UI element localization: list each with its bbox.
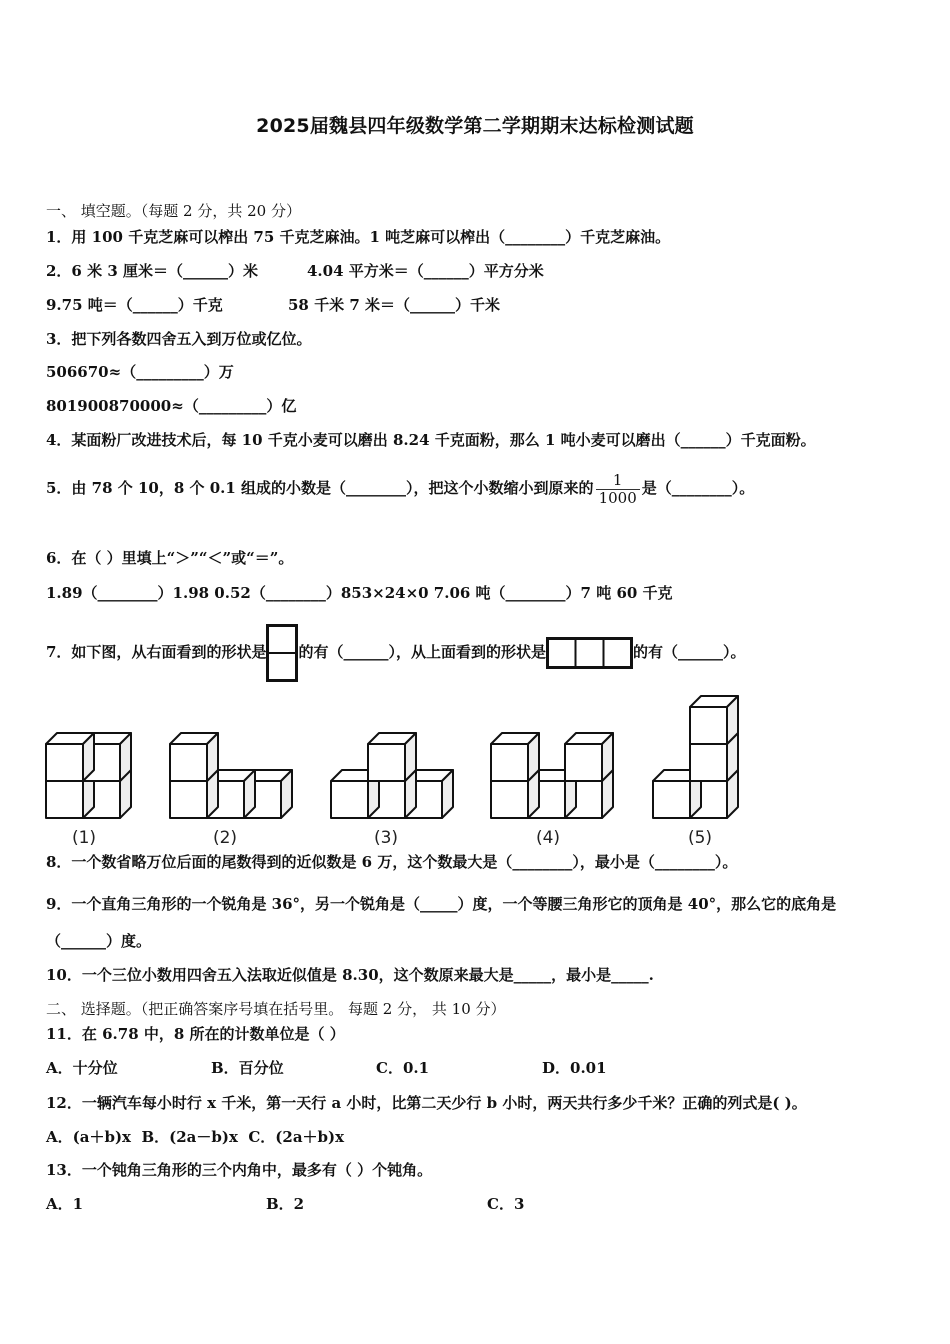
fraction-denominator: 1000 — [598, 488, 637, 507]
q11-option-a: A．十分位 — [46, 1059, 118, 1077]
figure-label-1: (1) — [71, 828, 97, 848]
question-12: 12．一辆汽车每小时行 x 千米，第一天行 a 小时，比第二天少行 b 小时，两天共行多少千米？正确的列式是( )。 — [46, 1094, 807, 1112]
cube-figure-4-block-5 — [491, 733, 539, 781]
cube-figure-3-block-4 — [368, 733, 416, 781]
question-7-mid: 的有（______），从上面看到的形状是 — [298, 643, 546, 661]
question-5-pre: 5．由 78 个 10，8 个 0.1 组成的小数是（________），把这个小数缩小到原来的 — [46, 479, 594, 497]
cube-figures — [40, 690, 760, 850]
q12-option-c: C．(2a＋b)x — [248, 1128, 345, 1146]
cube-figures-svg — [40, 690, 760, 850]
figure-label-4: (4) — [535, 828, 561, 848]
question-1: 1．用 100 千克芝麻可以榨出 75 千克芝麻油。1 吨芝麻可以榨出（________）千克芝麻油。 — [46, 228, 671, 246]
q13-option-c: C．3 — [487, 1195, 525, 1213]
question-2d: 58 千米 7 米＝（______）千米 — [288, 296, 500, 314]
question-4: 4．某面粉厂改进技术后，每 10 千克小麦可以磨出 8.24 千克面粉，那么 1 吨小麦可以磨出（______）千克面粉。 — [46, 431, 816, 449]
question-3b: 801900870000≈（_________）亿 — [46, 397, 297, 415]
question-2a: 2．6 米 3 厘米＝（______）米 — [46, 262, 258, 280]
question-6a: 1.89（________）1.98 0.52（________）853×24×0 7.06 吨（________）7 吨 60 千克 — [46, 584, 673, 602]
q11-option-b: B．百分位 — [211, 1059, 284, 1077]
q13-option-a: A．1 — [46, 1195, 84, 1213]
question-7-post: 的有（______）。 — [632, 643, 746, 661]
figure-label-3: (3) — [373, 828, 399, 848]
right-view-shape-icon — [266, 624, 298, 682]
question-7 — [46, 624, 745, 676]
fraction — [596, 472, 640, 507]
question-2c: 9.75 吨＝（______）千克 — [46, 296, 223, 314]
top-view-shape-icon — [546, 637, 633, 669]
section2-heading: 二、 选择题。（把正确答案序号填在括号里。 每题 2 分， 共 10 分） — [46, 1000, 506, 1018]
question-5-post: 是（________）。 — [641, 479, 755, 497]
question-7-pre: 7．如下图，从右面看到的形状是 — [46, 643, 267, 661]
q11-option-d: D．0.01 — [542, 1059, 607, 1077]
q11-option-c: C．0.1 — [376, 1059, 430, 1077]
q12-option-a: A．(a＋b)x — [46, 1128, 131, 1146]
cube-figure-1-block-4 — [46, 733, 94, 781]
cube-figure-4-block-4 — [565, 733, 613, 781]
fraction-numerator: 1 — [596, 472, 640, 490]
question-6: 6．在（ ）里填上“＞”“＜”或“＝”。 — [46, 549, 294, 567]
figure-label-5: (5) — [687, 828, 713, 848]
q13-option-b: B．2 — [266, 1195, 305, 1213]
question-13: 13．一个钝角三角形的三个内角中，最多有（ ）个钝角。 — [46, 1161, 433, 1179]
page-title: 2025届魏县四年级数学第二学期期末达标检测试题 — [256, 115, 694, 137]
q12-option-b: B．(2a－b)x — [141, 1128, 238, 1146]
cube-figure-5-block-4 — [690, 696, 738, 744]
section1-heading: 一、 填空题。（每题 2 分，共 20 分） — [46, 202, 301, 220]
question-11: 11．在 6.78 中，8 所在的计数单位是（ ） — [46, 1025, 345, 1043]
question-9a: 9．一个直角三角形的一个锐角是 36°，另一个锐角是（_____）度，一个等腰三角形它的顶角是 40°，那么它的底角是 — [46, 895, 837, 913]
question-2b: 4.04 平方米＝（______）平方分米 — [307, 262, 544, 280]
question-10: 10．一个三位小数用四舍五入法取近似值是 8.30，这个数原来最大是_____，最小是_____. — [46, 966, 654, 984]
figure-label-2: (2) — [212, 828, 238, 848]
cube-figure-2-block-4 — [170, 733, 218, 781]
question-5 — [46, 470, 754, 507]
question-3: 3．把下列各数四舍五入到万位或亿位。 — [46, 330, 312, 348]
question-12-options — [46, 1127, 344, 1147]
question-8: 8．一个数省略万位后面的尾数得到的近似数是 6 万，这个数最大是（________），最小是（________）。 — [46, 853, 738, 871]
question-3a: 506670≈（_________）万 — [46, 363, 234, 381]
question-9b: （______）度。 — [46, 932, 152, 950]
